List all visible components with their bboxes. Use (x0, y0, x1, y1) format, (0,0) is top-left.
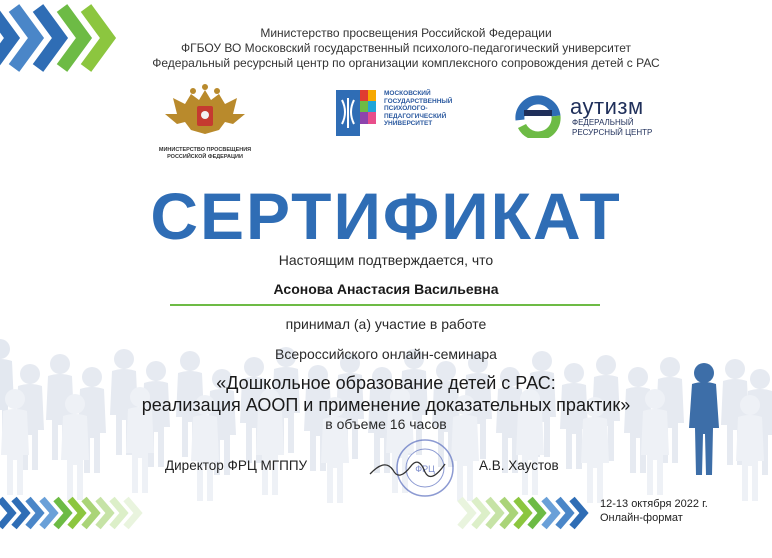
signature-and-stamp (365, 438, 475, 498)
autism-swirl-icon (512, 90, 564, 138)
event-title (0, 372, 772, 416)
header-university: ФГБОУ ВО Московский государственный психолого-педагогический университет (180, 41, 631, 55)
autism-subtitle (572, 118, 652, 138)
msupe-emblem-icon (336, 90, 384, 136)
event-title-line-1: «Дошкольное образование детей с РАС: (216, 373, 556, 393)
event-title-line-2: реализация АООП и применение доказательных практик» (141, 395, 631, 415)
recipient-underline (170, 304, 600, 306)
volume-prefix: в объеме (325, 416, 390, 432)
chevron-decoration-bottom (0, 495, 600, 535)
msupe-line-2: ГОСУДАРСТВЕННЫЙ (384, 97, 453, 105)
autism-center-logo (512, 90, 672, 140)
stamp-text: ФРЦ (415, 464, 435, 474)
autism-sub-2: РЕСУРСНЫЙ ЦЕНТР (572, 128, 653, 137)
ministry-caption-2: РОССИЙСКОЙ ФЕДЕРАЦИИ (167, 154, 243, 160)
certificate-title: СЕРТИФИКАТ (150, 179, 622, 253)
event-format: Онлайн-формат (600, 512, 683, 524)
msupe-line-4: ПЕДАГОГИЧЕСКИЙ (384, 112, 447, 120)
participated-text: принимал (а) участие в работе (285, 316, 487, 332)
director-name: А.В. Хаустов (479, 458, 559, 473)
ministry-caption-1: МИНИСТЕРСТВО ПРОСВЕЩЕНИЯ (158, 147, 252, 153)
msupe-name (384, 90, 452, 128)
double-headed-eagle-emblem-icon (155, 84, 255, 138)
director-position: Директор ФРЦ МГППУ (165, 458, 308, 473)
autism-title: аутизм (570, 94, 644, 119)
event-dates: 12-13 октября 2022 г. (600, 498, 708, 510)
msupe-line-1: МОСКОВСКИЙ (384, 90, 431, 97)
volume-text (0, 416, 772, 432)
recipient-name: Асонова Анастасия Васильевна (273, 281, 499, 297)
msupe-logo (336, 90, 466, 140)
confirms-text: Настоящим подтверждается, что (278, 252, 494, 268)
header-ministry: Министерство просвещения Российской Федерации (260, 26, 552, 40)
autism-sub-1: ФЕДЕРАЛЬНЫЙ (572, 118, 634, 127)
msupe-line-3: ПСИХОЛОГО- (384, 105, 428, 113)
volume-hours: 16 (389, 416, 406, 432)
header-resource-center: Федеральный ресурсный центр по организации комплексного сопровождения детей с РАС (152, 56, 660, 70)
volume-suffix: часов (405, 416, 447, 432)
event-type: Всероссийского онлайн-семинара (275, 346, 497, 362)
msupe-line-5: УНИВЕРСИТЕТ (384, 120, 433, 128)
ministry-logo (155, 84, 255, 161)
header-block (0, 26, 772, 71)
